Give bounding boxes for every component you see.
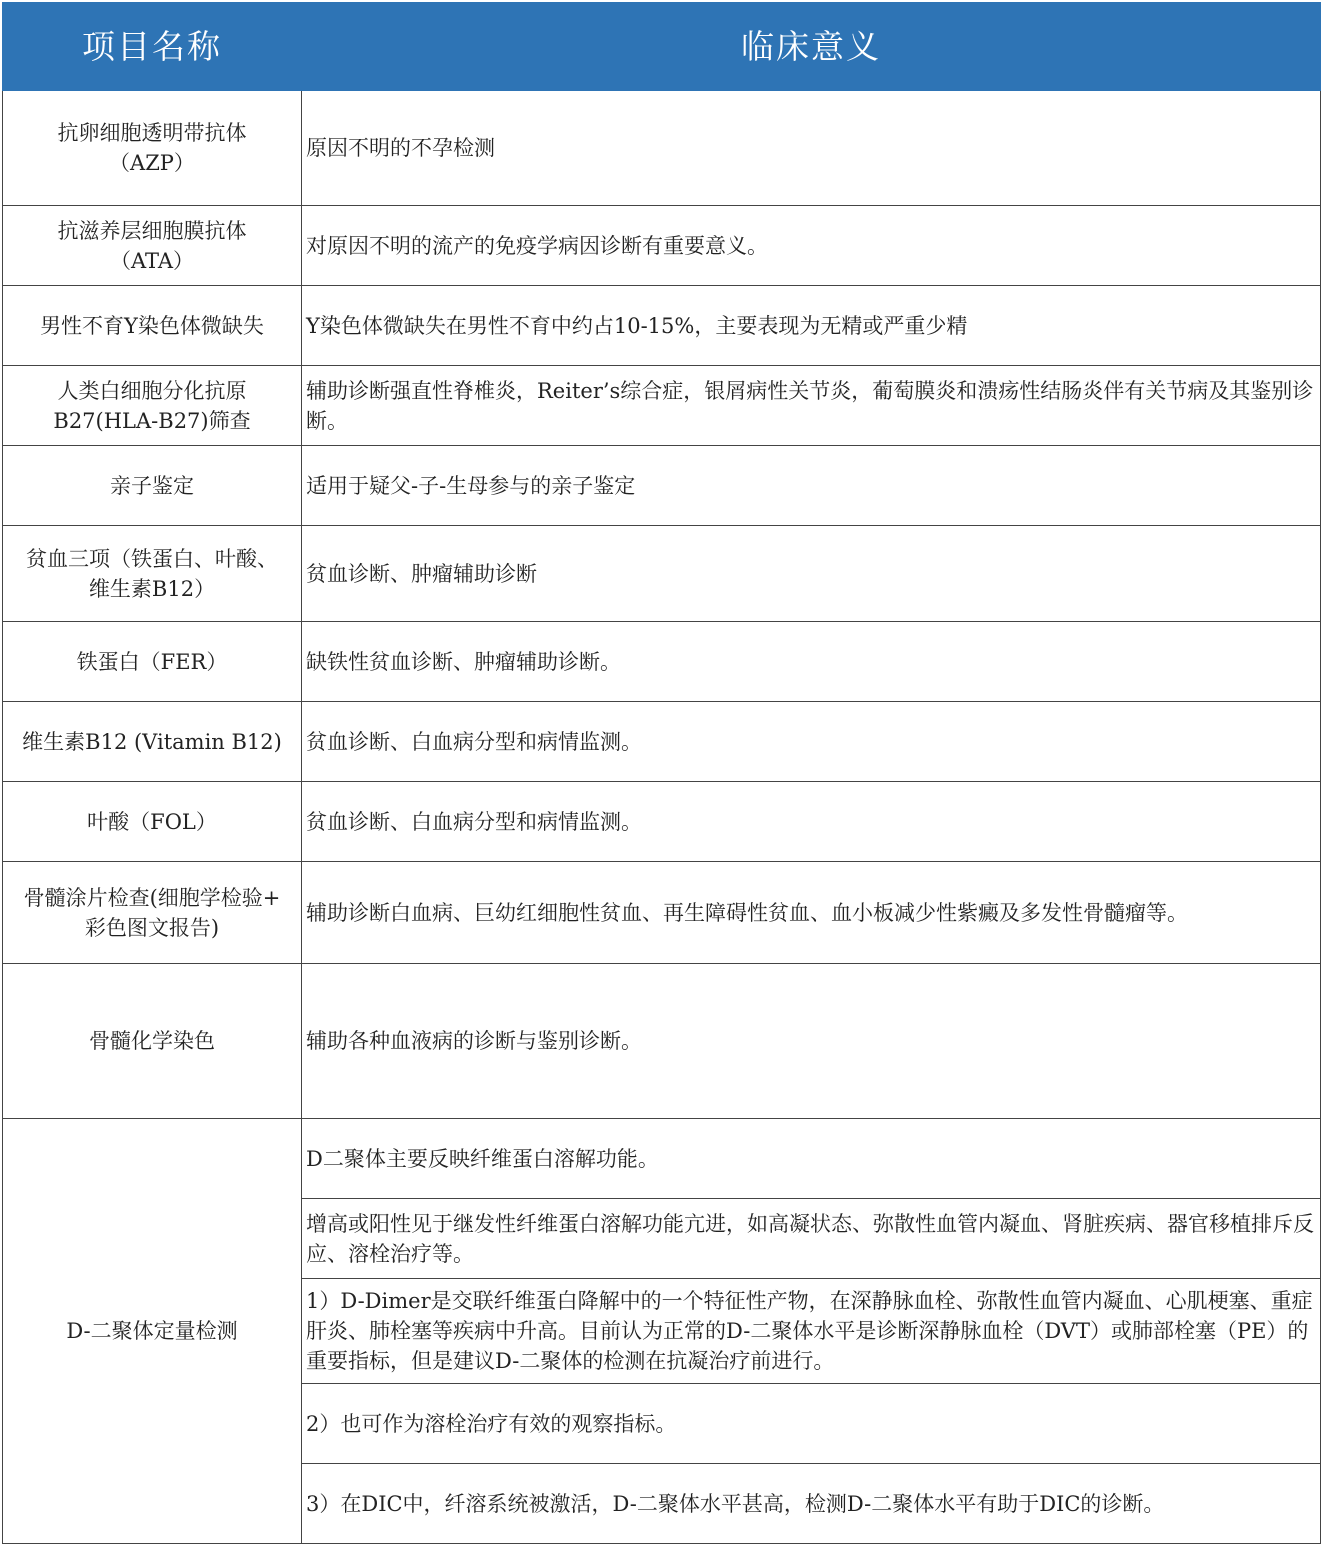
clinical-meaning-cell: 对原因不明的流产的免疫学病因诊断有重要意义。 (302, 206, 1321, 286)
clinical-meaning-cell: 贫血诊断、白血病分型和病情监测。 (302, 702, 1321, 782)
item-name-line: B27(HLA-B27)筛查 (53, 408, 251, 433)
header-row (3, 3, 1321, 91)
table-row (3, 526, 1321, 622)
item-name-line: 叶酸（FOL） (87, 809, 217, 834)
item-name-cell (3, 782, 302, 862)
clinical-meaning-cell: 贫血诊断、白血病分型和病情监测。 (302, 782, 1321, 862)
clinical-meaning-cell: 2）也可作为溶栓治疗有效的观察指标。 (302, 1384, 1321, 1464)
item-name-line: 骨髓涂片检查(细胞学检验+ (23, 885, 281, 910)
item-name-cell (3, 91, 302, 206)
item-name-line: 贫血三项（铁蛋白、叶酸、 (26, 546, 278, 571)
clinical-meaning-cell: 辅助诊断白血病、巨幼红细胞性贫血、再生障碍性贫血、血小板减少性紫癜及多发性骨髓瘤等。 (302, 862, 1321, 964)
item-name-cell (3, 526, 302, 622)
clinical-meaning-cell: D二聚体主要反映纤维蛋白溶解功能。 (302, 1119, 1321, 1199)
item-name-line: 铁蛋白（FER） (76, 649, 228, 674)
clinical-significance-table (2, 2, 1321, 1544)
ddimer-name-cell: D-二聚体定量检测 (3, 1119, 302, 1544)
clinical-meaning-cell: 增高或阳性见于继发性纤维蛋白溶解功能亢进，如高凝状态、弥散性血管内凝血、肾脏疾病、器官移植排斥反应、溶栓治疗等。 (302, 1199, 1321, 1279)
item-name-line: 彩色图文报告) (84, 915, 220, 940)
table-row (3, 206, 1321, 286)
item-name-line: （AZP） (109, 151, 195, 175)
clinical-meaning-cell: 贫血诊断、肿瘤辅助诊断 (302, 526, 1321, 622)
table-row (3, 366, 1321, 446)
table-row (3, 862, 1321, 964)
item-name-cell (3, 206, 302, 286)
clinical-meaning-cell: 辅助诊断强直性脊椎炎，Reiter’s综合症，银屑病性关节炎，葡萄膜炎和溃疡性结肠炎伴有关节病及其鉴别诊断。 (302, 366, 1321, 446)
item-name-line: （ATA） (109, 248, 195, 273)
item-name-line: 抗卵细胞透明带抗体 (57, 121, 247, 145)
item-name-cell (3, 446, 302, 526)
table-row (3, 622, 1321, 702)
clinical-meaning-cell: 原因不明的不孕检测 (302, 91, 1321, 206)
item-name-cell (3, 286, 302, 366)
item-name-line: 人类白细胞分化抗原 (57, 378, 247, 403)
item-name-cell (3, 622, 302, 702)
item-name-line: 抗滋养层细胞膜抗体 (57, 218, 247, 243)
table-row (3, 91, 1321, 206)
item-name-cell (3, 366, 302, 446)
table-row (3, 446, 1321, 526)
clinical-meaning-cell: 适用于疑父-子-生母参与的亲子鉴定 (302, 446, 1321, 526)
table-row (3, 964, 1321, 1119)
clinical-meaning-cell: 1）D-Dimer是交联纤维蛋白降解中的一个特征性产物，在深静脉血栓、弥散性血管内凝血、心肌梗塞、重症肝炎、肺栓塞等疾病中升高。目前认为正常的D-二聚体水平是诊断深静脉血栓（DVT）或肺部栓塞（PE）的重要指标，但是建议D-二聚体的检测在抗凝治疗前进行。 (302, 1279, 1321, 1384)
clinical-meaning-cell: 辅助各种血液病的诊断与鉴别诊断。 (302, 964, 1321, 1119)
header-clinical-meaning: 临床意义 (302, 3, 1321, 91)
item-name-cell (3, 862, 302, 964)
table-row (3, 1119, 1321, 1199)
clinical-meaning-cell: 3）在DIC中，纤溶系统被激活，D-二聚体水平甚高，检测D-二聚体水平有助于DIC的诊断。 (302, 1464, 1321, 1544)
clinical-meaning-cell: Y染色体微缺失在男性不育中约占10-15%，主要表现为无精或严重少精 (302, 286, 1321, 366)
item-name-cell (3, 702, 302, 782)
item-name-line: 维生素B12 (Vitamin B12) (22, 729, 282, 754)
item-name-line: 亲子鉴定 (110, 473, 194, 498)
item-name-line: 骨髓化学染色 (89, 1029, 215, 1053)
clinical-meaning-cell: 缺铁性贫血诊断、肿瘤辅助诊断。 (302, 622, 1321, 702)
item-name-line: 维生素B12） (88, 576, 216, 601)
header-item-name: 项目名称 (3, 3, 302, 91)
item-name-cell (3, 964, 302, 1119)
table-row (3, 702, 1321, 782)
item-name-line: 男性不育Y染色体微缺失 (40, 313, 264, 338)
table-row (3, 286, 1321, 366)
table-row (3, 782, 1321, 862)
